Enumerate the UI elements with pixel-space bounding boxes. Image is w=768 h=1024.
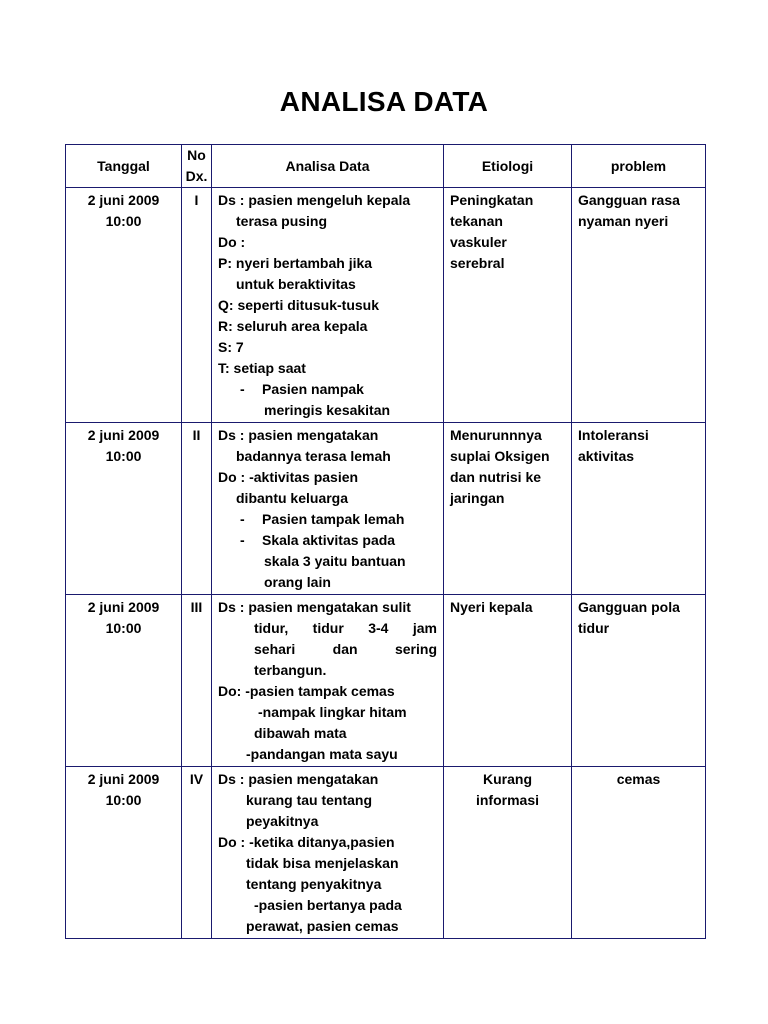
cell-tanggal (66, 595, 182, 767)
cell-problem (572, 767, 706, 939)
analisa-line: -pandangan mata sayu (246, 746, 398, 762)
etiologi-line: Menurunnnya (450, 427, 542, 443)
analisa-line: untuk beraktivitas (236, 276, 356, 292)
problem-line: Gangguan rasa (578, 192, 680, 208)
analisa-line: peyakitnya (246, 813, 319, 829)
analisa-line: kurang tau tentang (246, 792, 373, 808)
time-text: 10:00 (105, 620, 142, 636)
date-text: 2 juni 2009 (87, 771, 160, 787)
analisa-line: T: setiap saat (218, 360, 306, 376)
analisa-line: terbangun. (254, 662, 327, 678)
analisa-data-table (65, 144, 706, 939)
problem-line: nyaman nyeri (578, 213, 669, 229)
table-header-row (66, 145, 706, 188)
analisa-line: Do : (218, 234, 246, 250)
analisa-line: orang lain (264, 574, 331, 590)
analisa-line: Do : -ketika ditanya,pasien (218, 834, 395, 850)
cell-etiologi (444, 423, 572, 595)
etiologi-line: serebral (450, 255, 505, 271)
date-text: 2 juni 2009 (87, 599, 160, 615)
time-text: 10:00 (105, 792, 142, 808)
cell-etiologi (444, 595, 572, 767)
bullet-item: - Pasien tampak lemah (218, 509, 437, 530)
dash-bullet: - (240, 381, 245, 397)
cell-tanggal (66, 767, 182, 939)
analisa-line: -pasien bertanya pada (254, 897, 402, 913)
dash-bullet: - (240, 511, 245, 527)
cell-analisa (212, 188, 444, 423)
analisa-line: Ds : pasien mengatakan sulit (218, 599, 411, 615)
table-row (66, 423, 706, 595)
problem-line: tidur (578, 620, 610, 636)
bullet-item: - Skala aktivitas pada (218, 530, 437, 551)
cell-no-dx: II (182, 423, 212, 595)
cell-analisa (212, 595, 444, 767)
header-etiologi: Etiologi (444, 145, 572, 188)
analisa-line: Q: seperti ditusuk-tusuk (218, 297, 380, 313)
analisa-line: skala 3 yaitu bantuan (264, 553, 406, 569)
etiologi-line: jaringan (450, 490, 505, 506)
analisa-line: tidur, tidur 3-4 jam (254, 620, 437, 636)
cell-etiologi (444, 188, 572, 423)
analisa-line: meringis kesakitan (264, 402, 391, 418)
analisa-line: Ds : pasien mengatakan (218, 771, 379, 787)
cell-analisa (212, 767, 444, 939)
cell-problem (572, 188, 706, 423)
analisa-line: badannya terasa lemah (236, 448, 391, 464)
analisa-line: -nampak lingkar hitam (258, 704, 407, 720)
cell-problem (572, 595, 706, 767)
table-row (66, 767, 706, 939)
cell-tanggal (66, 188, 182, 423)
bullet-item: - Pasien nampak (218, 379, 437, 400)
analisa-line: R: seluruh area kepala (218, 318, 368, 334)
page-title: ANALISA DATA (279, 86, 489, 117)
cell-problem (572, 423, 706, 595)
cell-no-dx: IV (182, 767, 212, 939)
header-no-dx: No Dx. (182, 145, 212, 188)
analisa-line: tentang penyakitnya (246, 876, 382, 892)
problem-line: Intoleransi (578, 427, 649, 443)
etiologi-line: vaskuler (450, 234, 507, 250)
problem-line: cemas (616, 771, 661, 787)
analisa-line: dibantu keluarga (236, 490, 349, 506)
date-text: 2 juni 2009 (87, 192, 160, 208)
date-text: 2 juni 2009 (87, 427, 160, 443)
analisa-line: sehari dan sering (254, 641, 437, 657)
analisa-line: perawat, pasien cemas (246, 918, 399, 934)
problem-line: Gangguan pola (578, 599, 680, 615)
etiologi-line: Kurang (483, 771, 532, 787)
dash-bullet: - (240, 532, 245, 548)
header-tanggal: Tanggal (66, 145, 182, 188)
etiologi-line: Nyeri kepala (450, 599, 533, 615)
analisa-line: Ds : pasien mengeluh kepala (218, 192, 411, 208)
problem-line: aktivitas (578, 448, 635, 464)
analisa-line: dibawah mata (254, 725, 347, 741)
time-text: 10:00 (105, 213, 142, 229)
analisa-line: Ds : pasien mengatakan (218, 427, 379, 443)
analisa-line: tidak bisa menjelaskan (246, 855, 399, 871)
analisa-line: Do: -pasien tampak cemas (218, 683, 395, 699)
time-text: 10:00 (105, 448, 142, 464)
etiologi-line: Peningkatan (450, 192, 534, 208)
table-row (66, 188, 706, 423)
header-problem: problem (572, 145, 706, 188)
analisa-line: P: nyeri bertambah jika (218, 255, 373, 271)
etiologi-line: informasi (475, 792, 539, 808)
analisa-line: S: 7 (218, 339, 244, 355)
header-analisa-data: Analisa Data (212, 145, 444, 188)
etiologi-line: suplai Oksigen (450, 448, 550, 464)
cell-no-dx: III (182, 595, 212, 767)
etiologi-line: dan nutrisi ke (450, 469, 542, 485)
cell-analisa (212, 423, 444, 595)
cell-tanggal (66, 423, 182, 595)
cell-no-dx: I (182, 188, 212, 423)
table-row (66, 595, 706, 767)
analisa-line: terasa pusing (236, 213, 328, 229)
etiologi-line: tekanan (450, 213, 503, 229)
analisa-line: Do : -aktivitas pasien (218, 469, 359, 485)
cell-etiologi (444, 767, 572, 939)
